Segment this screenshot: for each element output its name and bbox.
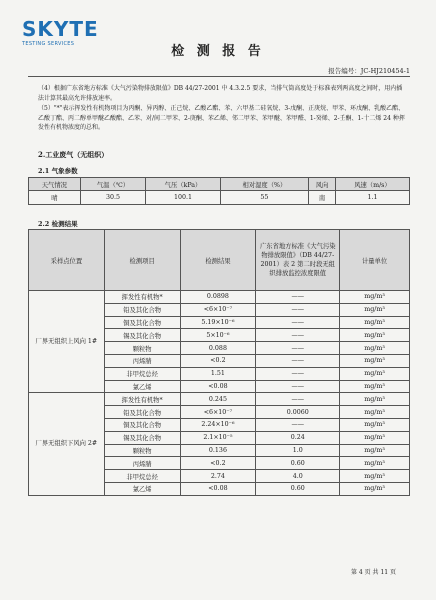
unit-cell: mg/m³ xyxy=(340,482,410,495)
unit-cell: mg/m³ xyxy=(340,291,410,304)
weather-header-cell: 风速（m/s） xyxy=(335,178,409,191)
limit-cell: —— xyxy=(256,380,340,393)
test-result-cell: 2.74 xyxy=(180,470,256,483)
test-item-cell: 丙烯腈 xyxy=(104,457,180,470)
unit-cell: mg/m³ xyxy=(340,470,410,483)
test-item-cell: 氯乙烯 xyxy=(104,482,180,495)
test-item-cell: 非甲烷总烃 xyxy=(104,470,180,483)
test-result-cell: 0.0898 xyxy=(180,291,256,304)
limit-cell: 0.24 xyxy=(256,431,340,444)
test-item-cell: 铜及其化合物 xyxy=(104,418,180,431)
weather-value-cell: 100.1 xyxy=(146,191,220,205)
unit-cell: mg/m³ xyxy=(340,329,410,342)
results-body xyxy=(29,291,410,496)
header-divider xyxy=(28,76,410,77)
test-result-cell: 0.088 xyxy=(180,342,256,355)
unit-cell: mg/m³ xyxy=(340,393,410,406)
test-result-cell: <0.08 xyxy=(180,482,256,495)
test-result-cell: 5×10⁻⁶ xyxy=(180,329,256,342)
test-item-cell: 颗粒物 xyxy=(104,342,180,355)
weather-header-cell: 相对湿度（%） xyxy=(220,178,308,191)
results-header-row xyxy=(29,230,410,291)
limit-cell: —— xyxy=(256,303,340,316)
limit-cell: 0.60 xyxy=(256,482,340,495)
test-item-cell: 氯乙烯 xyxy=(104,380,180,393)
header-item: 检测项目 xyxy=(104,230,180,291)
test-result-cell: <6×10⁻⁷ xyxy=(180,303,256,316)
limit-cell: —— xyxy=(256,354,340,367)
test-result-cell: <6×10⁻⁷ xyxy=(180,406,256,419)
unit-cell: mg/m³ xyxy=(340,367,410,380)
header-standard: 广东省地方标准《大气污染物排放限值》（DB 44/27-2001）表 2 第二时段无组织排放监控浓度限值 xyxy=(256,230,340,291)
test-result-cell: 5.19×10⁻⁶ xyxy=(180,316,256,329)
weather-value-cell: 30.5 xyxy=(80,191,146,205)
document-title: 检 测 报 告 xyxy=(171,44,265,59)
unit-cell: mg/m³ xyxy=(340,380,410,393)
limit-cell: —— xyxy=(256,329,340,342)
notes-block xyxy=(38,84,408,134)
weather-value-cell: 55 xyxy=(220,191,308,205)
note-5: （5）"*"表示挥发性有机物项目为丙酮、异丙醇、正己烷、乙酸乙酯、苯、六甲基二硅氧烷、3-戊酮、正庚烷、甲苯、环戊酮、乳酸乙酯、乙酸丁酯、丙二醇单甲醚乙酸酯、乙苯、对/间二甲苯、2-庚酮、苯乙烯、邻二甲苯、苯甲醚、苯甲醛、1-癸烯、2-壬酮、1-十二烯 24 种挥发性有机物浓度的总和。 xyxy=(38,105,405,131)
test-result-cell: <0.08 xyxy=(180,380,256,393)
test-result-cell: 0.245 xyxy=(180,393,256,406)
weather-value-cell: 晴 xyxy=(29,191,81,205)
weather-subtitle: 2.1 气象参数 xyxy=(38,167,78,175)
weather-value-cell: 南 xyxy=(309,191,336,205)
unit-cell: mg/m³ xyxy=(340,431,410,444)
header-result: 检测结果 xyxy=(180,230,256,291)
unit-cell: mg/m³ xyxy=(340,303,410,316)
weather-value-cell: 1.1 xyxy=(335,191,409,205)
unit-cell: mg/m³ xyxy=(340,418,410,431)
test-result-cell: 1.51 xyxy=(180,367,256,380)
weather-table xyxy=(28,177,410,205)
results-subtitle: 2.2 检测结果 xyxy=(38,220,78,228)
table-row xyxy=(29,291,410,304)
test-item-cell: 非甲烷总烃 xyxy=(104,367,180,380)
sampling-location: 厂界无组织上风向 1# xyxy=(29,291,105,393)
test-item-cell: 颗粒物 xyxy=(104,444,180,457)
page-number: 第 4 页 共 11 页 xyxy=(351,569,396,576)
unit-cell: mg/m³ xyxy=(340,444,410,457)
test-item-cell: 挥发性有机物* xyxy=(104,393,180,406)
weather-header-row xyxy=(29,178,410,191)
weather-header-cell: 气压（kPa） xyxy=(146,178,220,191)
test-item-cell: 铜及其化合物 xyxy=(104,316,180,329)
logo-text: SKYTE xyxy=(22,17,99,41)
test-item-cell: 铅及其化合物 xyxy=(104,303,180,316)
test-item-cell: 铅及其化合物 xyxy=(104,406,180,419)
limit-cell: 4.0 xyxy=(256,470,340,483)
section-title: 2.工业废气（无组织） xyxy=(38,150,109,159)
note-4: （4）根据广东省地方标准《大气污染物排放限值》DB 44/27-2001 中 4.3.2.5 要求，当排气筒高度处于标准表列两高度之间时，用内插法计算其最高允许排放速率。 xyxy=(38,85,403,102)
unit-cell: mg/m³ xyxy=(340,354,410,367)
header-location: 采样点位置 xyxy=(29,230,105,291)
test-result-cell: <0.2 xyxy=(180,354,256,367)
limit-cell: —— xyxy=(256,291,340,304)
test-result-cell: 2.1×10⁻⁵ xyxy=(180,431,256,444)
test-item-cell: 丙烯腈 xyxy=(104,354,180,367)
limit-cell: —— xyxy=(256,342,340,355)
weather-header-cell: 风向 xyxy=(309,178,336,191)
limit-cell: —— xyxy=(256,367,340,380)
unit-cell: mg/m³ xyxy=(340,457,410,470)
unit-cell: mg/m³ xyxy=(340,406,410,419)
limit-cell: 0.0060 xyxy=(256,406,340,419)
unit-cell: mg/m³ xyxy=(340,316,410,329)
limit-cell: 0.60 xyxy=(256,457,340,470)
weather-header-cell: 气温（℃） xyxy=(80,178,146,191)
test-result-cell: 0.136 xyxy=(180,444,256,457)
unit-cell: mg/m³ xyxy=(340,342,410,355)
test-result-cell: <0.2 xyxy=(180,457,256,470)
logo-subtext: TESTING SERVICES xyxy=(22,41,75,47)
sampling-location: 厂界无组织下风向 2# xyxy=(29,393,105,495)
limit-cell: —— xyxy=(256,316,340,329)
report-number: 报告编号：JC-HJ210454-1 xyxy=(328,67,410,75)
limit-cell: 1.0 xyxy=(256,444,340,457)
results-table xyxy=(28,229,410,496)
weather-header-cell: 天气情况 xyxy=(29,178,81,191)
test-item-cell: 锡及其化合物 xyxy=(104,431,180,444)
test-result-cell: 2.24×10⁻⁶ xyxy=(180,418,256,431)
test-item-cell: 锡及其化合物 xyxy=(104,329,180,342)
limit-cell: —— xyxy=(256,418,340,431)
weather-value-row xyxy=(29,191,410,205)
limit-cell: —— xyxy=(256,393,340,406)
test-item-cell: 挥发性有机物* xyxy=(104,291,180,304)
header-unit: 计量单位 xyxy=(340,230,410,291)
table-row xyxy=(29,393,410,406)
